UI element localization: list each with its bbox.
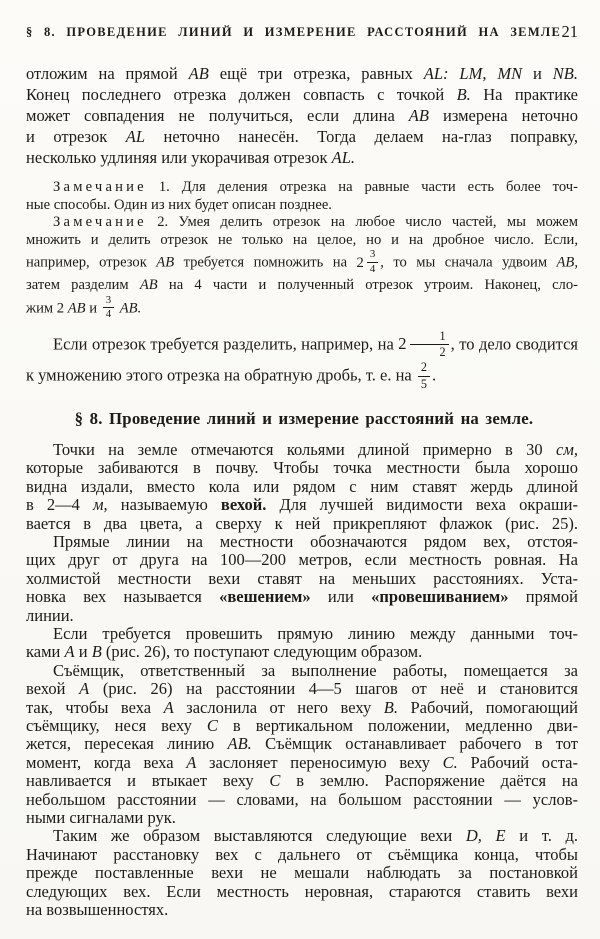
text-segment: 1. Для деления отрезка на равные части есть более точ- [146,179,578,195]
text-segment: видна издали, вместо кола или рядом с ним ставят жердь длиной [26,476,578,496]
fraction-stack [410,329,449,361]
text-segment: AB [408,106,429,125]
text-line [26,459,578,477]
text-segment: жим 2 [26,300,68,317]
text-segment: ками [26,642,65,662]
text-line [26,772,578,790]
text-segment: в вертикальном положении, медленно дви- [217,716,579,735]
text-segment: A [79,679,90,699]
text-segment: «вешением» [219,587,311,607]
text-line [26,197,578,215]
text-segment: жется, пересекая линию [26,734,228,754]
text-segment: которые забиваются в почву. Чтобы точка местности была хорошо [26,458,578,478]
paragraph-straight-lines [26,533,578,625]
fraction [101,293,116,321]
text-segment: например, отрезок [26,254,157,271]
paragraph-divide [26,330,578,393]
text-segment: затем разделим [26,277,140,294]
fraction-stack [367,248,378,276]
text-segment: «провешиванием» [371,587,509,607]
text-segment: B [91,642,102,662]
text-segment: неточно нанесён. Тогда делаем на-глаз поправку, [145,127,578,146]
text-segment: называемую [107,495,221,515]
text-segment: Если отрезок требуется разделить, например, на [53,334,399,354]
body-top [26,63,578,393]
text-line [26,717,578,735]
text-segment: см, [556,439,578,459]
text-segment: AB [67,300,86,317]
text-segment: ные способы. Один из них будет описан позднее. [26,196,332,213]
fraction [398,328,450,360]
text-segment: и [522,64,553,83]
text-segment: и [74,642,92,662]
text-line [26,295,578,323]
running-header-title: § 8. ПРОВЕДЕНИЕ ЛИНИЙ И ИЗМЕРЕНИЕ РАССТОЯНИЙ НА ЗЕМЛЕ [26,25,562,39]
text-line [26,680,578,698]
text-line [26,551,578,569]
text-line [26,105,578,126]
text-line [26,901,578,919]
text-segment: м, [93,495,108,515]
text-segment: На практике [470,85,578,104]
text-line [26,864,578,882]
text-segment: отложим на прямой [26,64,189,83]
fraction-numerator: 2 [418,360,430,376]
text-segment: съёмщику, неся веху [26,716,207,735]
text-segment: и [85,300,101,317]
text-line [26,533,578,551]
text-segment: в 2—4 [26,495,94,515]
text-segment: и т. д. [505,826,578,846]
text-segment: D, E [465,826,506,846]
text-segment: AL. [331,148,355,167]
page-body [0,63,600,919]
text-line [26,361,578,393]
text-line [26,754,578,772]
text-segment: заслонила от него веху [173,697,384,717]
text-segment: C. [442,752,458,772]
text-segment: Начинают расстановку вех с дальнего от съёмщика конца, чтобы [26,844,578,864]
text-segment: вехой [26,679,80,699]
text-segment: требуется помножить на [174,254,357,271]
text-segment: A [64,642,75,662]
body-bottom [26,441,578,920]
text-line [26,607,578,625]
text-line [26,570,578,588]
text-segment: измерена неточно [428,106,578,125]
text-segment: вается в два цвета, а сверху к ней прикрепляют флажок (рис. 25). [26,513,578,533]
text-segment: множить и делить отрезок не только на целое, но и на дробное число. Если, [26,231,578,248]
text-line [26,126,578,147]
text-line [26,846,578,864]
text-segment: навливается и втыкает веху [26,771,270,791]
text-segment: (рис. 26) на расстоянии 4—5 шагов от неё и становится [89,679,578,699]
fraction-stack [103,294,114,322]
text-segment: C [269,771,281,791]
remark-2 [26,214,578,323]
text-line [26,330,578,362]
text-segment: ными сигналами рук. [26,808,176,828]
text-segment: AB [139,277,158,294]
fraction-denominator: 5 [420,376,427,391]
text-segment: AB. [227,734,252,754]
text-line [26,63,578,84]
text-segment: момент, когда веха [26,752,187,772]
fraction-denominator: 4 [369,262,376,275]
text-line [26,625,578,643]
text-line [26,478,578,496]
text-segment: 2. Умея делить отрезок на любое число частей, мы можем [146,214,578,231]
fraction-denominator: 4 [105,308,112,321]
text-segment: заслоняет переносимую веху [196,752,443,772]
text-segment: в землю. Распоряжение даётся на [280,771,579,791]
text-segment: Прямые линии на местности обозначаются рядом вех, отстоя- [53,531,578,551]
remark-1 [26,179,578,214]
fraction [356,248,381,275]
fraction-numerator: 3 [367,248,378,262]
text-segment: на возвышенностях. [26,900,169,920]
text-line [26,883,578,901]
text-segment: B. [456,85,471,104]
text-segment: C [206,716,218,735]
text-segment: AB. [119,300,142,317]
text-line [26,662,578,680]
paragraph-stakes [26,441,578,533]
text-segment: NB. [552,64,579,83]
text-line [26,84,578,105]
page-number: 21 [561,22,578,41]
text-segment: Точки на земле отмечаются кольями длиной примерно в 30 [53,439,557,459]
text-segment: холмистой местности вехи ставят на меньших расстояниях. Уста- [26,568,578,588]
text-line [26,214,578,232]
text-segment: AL [125,127,146,146]
fraction-whole: 2 [356,254,364,271]
text-segment: B. [383,697,398,717]
text-line [26,735,578,753]
text-segment: . [431,365,437,385]
fraction [416,360,432,391]
text-line [26,232,578,250]
text-line [26,515,578,533]
text-line [26,827,578,845]
text-line [26,791,578,809]
section-heading: § 8. Проведение линий и измерение расстояний на земле. [74,408,534,428]
text-line [26,643,578,661]
text-segment: A [186,752,197,772]
text-segment: следующих вех. Если местность неровная, стараются ставить вехи [26,881,578,901]
text-line [26,277,578,295]
fraction-denominator: 2 [439,345,446,360]
text-segment: ещё три отрезка, равных [208,64,424,83]
text-segment: Съёмщик, ответственный за выполнение работы, помещается за [53,660,578,680]
text-segment: AL: LM, MN [423,64,523,83]
text-segment: прямой [508,587,578,607]
text-line [26,496,578,514]
text-segment: Съёмщик останавливает рабочего в тот [251,734,578,754]
text-segment: Для лучшей видимости веха окраши- [266,495,578,515]
text-segment: Если требуется провешить прямую линию между данными точ- [53,623,578,643]
text-segment: или [310,587,372,607]
text-segment: вехой. [220,495,267,515]
text-line [26,588,578,606]
text-segment: Таким же образом выставляются следующие вехи [53,826,466,846]
text-segment: несколько удлиняя или укорачивая отрезок [26,148,332,167]
text-segment: новка вех называется [26,587,220,607]
text-segment: Замечание [53,179,147,195]
paragraph-next-stakes [26,827,578,919]
fraction-stack [418,360,430,392]
fraction-numerator: 1 [410,329,449,345]
text-segment: небольшом расстоянии — словами, на большом расстоянии — услов- [26,789,578,809]
text-segment: Замечание [53,214,147,231]
text-segment: Рабочий, помогающий [397,697,579,717]
paragraph-surveyor [26,662,578,828]
text-segment: Конец последнего отрезка должен совпасть с точкой [26,85,457,104]
text-segment: и отрезок [26,127,126,146]
text-line [26,249,578,277]
paragraph-continuation [26,63,578,168]
text-line [26,809,578,827]
text-segment: щих друг от друга на 100—200 метров, если местность ровная. На [26,550,578,570]
text-segment: A [163,697,174,717]
text-segment: прежде поставленные вехи не мешали наблюдать за постановкой [26,863,578,883]
text-line [26,179,578,197]
text-segment: может совпадения не получиться, если длина [26,106,409,125]
text-segment: на 4 части и полученный отрезок утроим. Наконец, сло- [157,277,579,294]
text-segment: AB [156,254,175,271]
text-segment: так, чтобы веха [26,697,164,717]
text-segment: Рабочий оста- [457,752,578,772]
text-segment: , то дело сводится [450,334,578,354]
fraction-whole: 2 [398,334,407,354]
running-header [26,22,578,45]
text-segment: к умножению этого отрезка на обратную дробь, т. е. на [26,365,416,385]
fraction-numerator: 3 [103,294,114,308]
text-segment: (рис. 26), то поступают следующим образом. [101,642,423,662]
text-segment: AB, [556,254,578,271]
text-line [26,441,578,459]
paragraph-task [26,625,578,662]
text-segment: , то мы сначала удвоим [380,254,557,271]
text-segment: AB [188,64,209,83]
text-line [26,699,578,717]
text-line [26,147,578,168]
text-segment: линии. [26,605,74,625]
